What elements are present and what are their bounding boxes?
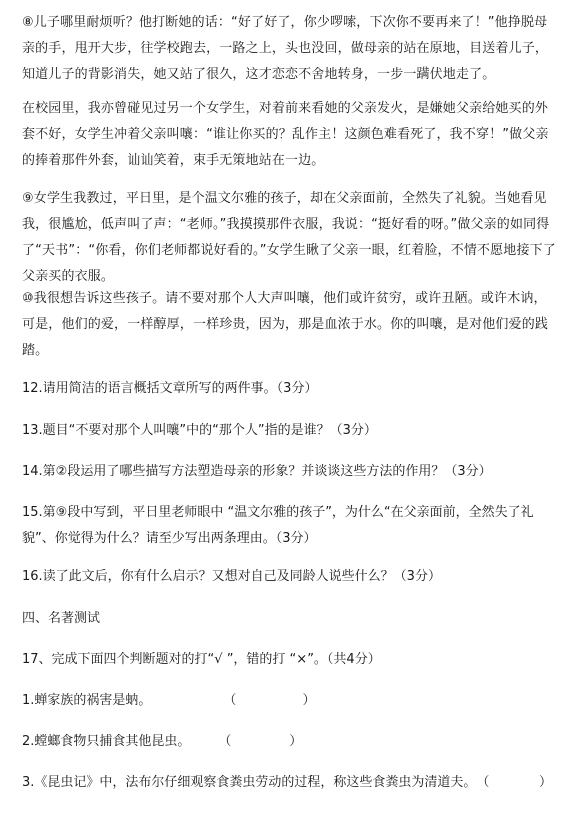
judgement-item-1-answer-blank[interactable]: （ ） — [223, 693, 316, 708]
judgement-item-2 — [22, 729, 558, 755]
question-13: 13.题目“不要对那个人叫嚷”中的“那个人”指的是谁？（3分） — [22, 423, 377, 438]
paragraph-8: ⑧儿子哪里耐烦听？他打断她的话：“好了好了，你少啰嗦，下次你不要再来了！”他挣脱母亲的手，甩开大步，往学校跑去，一路之上，头也没回，做母亲的站在原地，目送着儿子，知道儿子的背影消失，她又站了很久，这才恋恋不舍地转身，一步一蹒伏地走了。 — [22, 15, 549, 82]
question-14: 14.第②段运用了哪些描写方法塑造母亲的形象？并谈谈这些方法的作用？（3分） — [22, 464, 492, 479]
paragraph-9: ⑨女学生我教过，平日里，是个温文尔雅的孩子，却在父亲面前，全然失了礼貌。当她看见我，很尴尬，低声叫了声：“老师。”我摸摸那件衣服，我说：“挺好看的呀。”做父亲的如同得了“天书”：“你看，你们老师都说好看的。”女学生瞅了父亲一眼，红着脸，不情不愿地接下了父亲买的衣服。 — [22, 191, 556, 284]
judgement-item-2-text: 2.螳螂食物只捕食其他昆虫。 — [22, 734, 191, 749]
question-17-prompt: 17、完成下面四个判断题对的打“√ ”，错的打 “×”。（共4分） — [22, 652, 381, 667]
judgement-item-3-text: 3.《昆虫记》中，法布尔仔细观察食粪虫劳动的过程，称这些食粪虫为清道夫。 — [22, 775, 477, 790]
judgement-item-1 — [22, 688, 558, 714]
paragraph-school-girl: 在校园里，我亦曾碰见过另一个女学生，对着前来看她的父亲发火，是嫌她父亲给她买的外套不好，女学生冲着父亲叫嚷：“谁让你买的？乱作主！这颜色难看死了，我不穿！”做父亲的捧着那件外套，讪讪笑着，束手无策地站在一边。 — [22, 101, 549, 168]
paragraph-10: ⑩我很想告诉这些孩子。请不要对那个人大声叫嚷，他们或许贫穷，或许丑陋。或许木讷，可是，他们的爱，一样醇厚，一样珍贵，因为，那是血浓于水。你的叫嚷，是对他们爱的践踏。 — [22, 291, 549, 358]
section-title: 四、名著测试 — [22, 611, 101, 626]
question-12: 12.请用简洁的语言概括文章所写的两件事。（3分） — [22, 381, 318, 396]
judgement-item-3-answer-blank[interactable]: （ ） — [476, 775, 552, 790]
judgement-item-1-text: 1.蝉家族的祸害是蚋。 — [22, 693, 152, 708]
judgement-item-3 — [22, 770, 558, 796]
judgement-item-2-answer-blank[interactable]: （ ） — [218, 734, 303, 749]
question-16: 16.读了此文后，你有什么启示？又想对自己及同龄人说些什么？（3分） — [22, 569, 441, 584]
question-15: 15.第⑨段中写到，平日里老师眼中 “温文尔雅的孩子”，为什么“在父亲面前，全然失了礼貌”、你觉得为什么？请至少写出两条理由。（3分） — [22, 505, 534, 546]
